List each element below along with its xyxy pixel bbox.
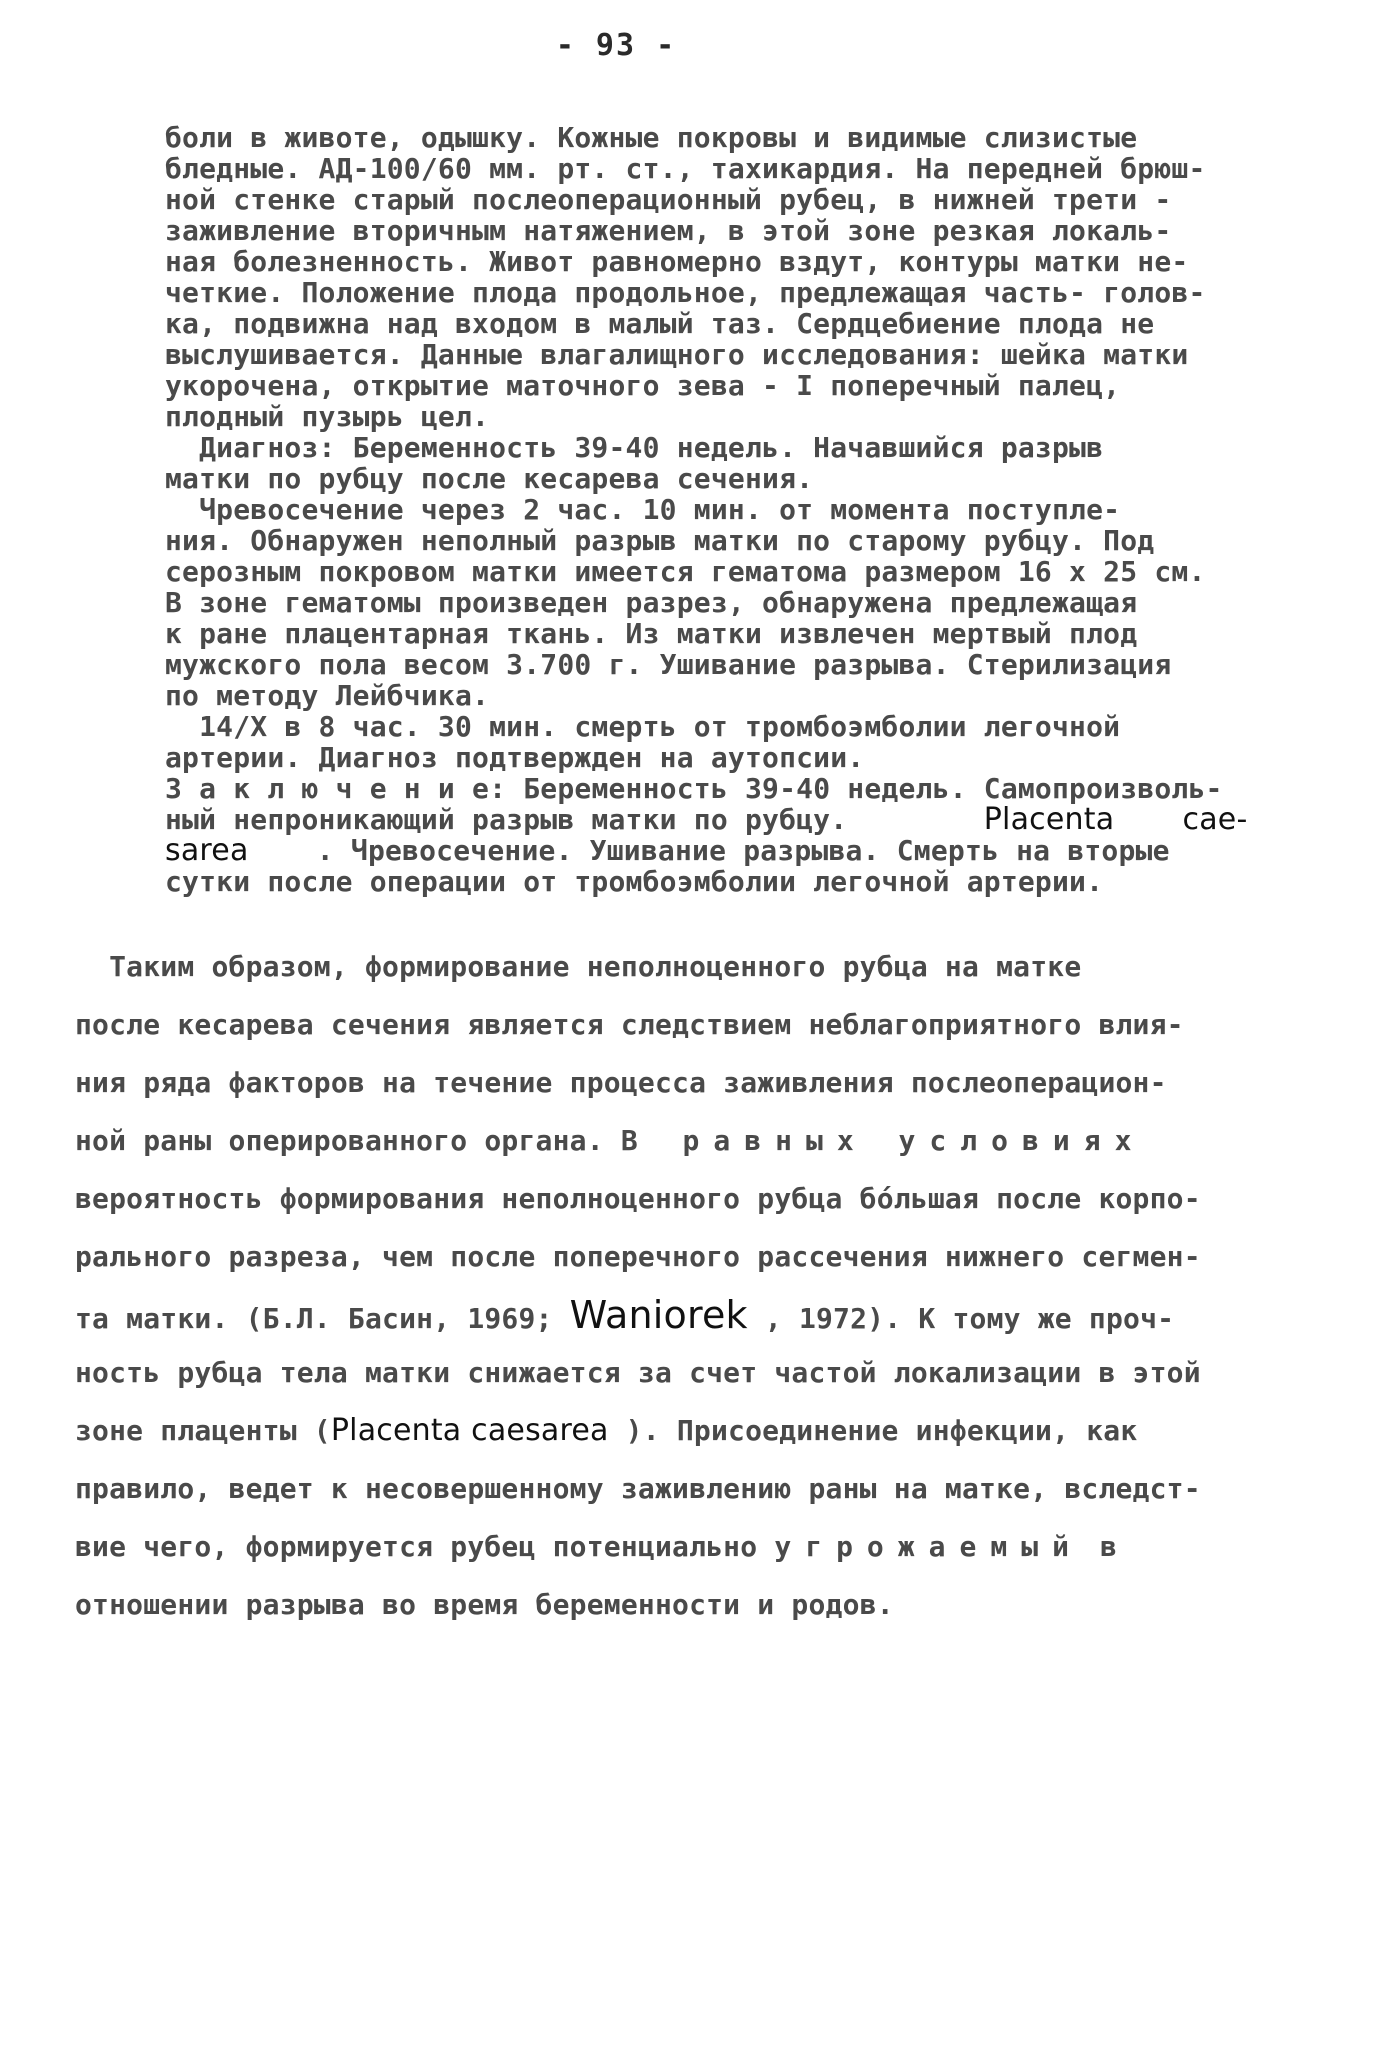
handwritten-term: cae- bbox=[1182, 802, 1248, 837]
conclusion-text: ). Присоединение инфекции, как bbox=[608, 1414, 1138, 1447]
case-line: по методу Лейбчика. bbox=[165, 679, 490, 712]
spaced-emphasis: угрожаемый bbox=[774, 1530, 1083, 1563]
conclusion-line: рального разреза, чем после поперечного рассечения нижнего сегмен- bbox=[75, 1240, 1201, 1273]
case-line: заживление вторичным натяжением, в этой зоне резкая локаль- bbox=[165, 214, 1172, 247]
case-line: плодный пузырь цел. bbox=[165, 400, 490, 433]
case-conclusion-line bbox=[165, 804, 1315, 835]
case-line: матки по рубцу после кесарева сечения. bbox=[165, 462, 814, 495]
case-conclusion-text: ный непроникающий разрыв матки по рубцу. bbox=[165, 803, 848, 836]
conclusion-text: ной раны оперированного органа. bbox=[75, 1124, 621, 1157]
case-line: ной стенке старый послеоперационный рубец, в нижней трети - bbox=[165, 183, 1172, 216]
handwritten-term: sarea bbox=[165, 833, 249, 868]
case-line: артерии. Диагноз подтвержден на аутопсии. bbox=[165, 741, 865, 774]
case-conclusion-text: Беременность 39-40 недель. Самопроизволь- bbox=[506, 772, 1223, 805]
handwritten-term: Placenta bbox=[983, 802, 1115, 837]
conclusion-line bbox=[75, 1286, 1315, 1344]
case-line: В зоне гематомы произведен разрез, обнаружена предлежащая bbox=[165, 586, 1138, 619]
conclusion-text: вие чего, формируется рубец потенциально bbox=[75, 1530, 775, 1563]
case-line: четкие. Положение плода продольное, предлежащая часть- голов- bbox=[165, 276, 1206, 309]
conclusion-line: после кесарева сечения является следствием неблагоприятного влия- bbox=[75, 1008, 1184, 1041]
case-line: ная болезненность. Живот равномерно вздут, контуры матки не- bbox=[165, 245, 1189, 278]
handwritten-term: Placenta caesarea bbox=[330, 1413, 609, 1448]
case-line: бледные. АД-100/60 мм. рт. ст., тахикардия. На передней брюш- bbox=[165, 152, 1206, 185]
case-line: укорочена, открытие маточного зева - I поперечный палец, bbox=[165, 369, 1121, 402]
case-line: 14/X в 8 час. 30 мин. смерть от тромбоэмболии легочной bbox=[165, 710, 1121, 743]
case-line: ка, подвижна над входом в малый таз. Сердцебиение плода не bbox=[165, 307, 1155, 340]
conclusion-text: зоне плаценты ( bbox=[75, 1414, 331, 1447]
case-line: Чревосечение через 2 час. 10 мин. от момента поступле- bbox=[165, 493, 1121, 526]
conclusion-paragraph bbox=[75, 938, 1315, 1634]
case-line: к ране плацентарная ткань. Из матки извлечен мертвый плод bbox=[165, 617, 1138, 650]
case-conclusion-text: . Чревосечение. Ушивание разрыва. Смерть на вторые bbox=[316, 834, 1170, 867]
case-report bbox=[165, 122, 1315, 897]
case-line: боли в животе, одышку. Кожные покровы и видимые слизистые bbox=[165, 121, 1138, 154]
spaced-emphasis: В равных условиях bbox=[620, 1124, 1146, 1157]
case-line: серозным покровом матки имеется гематома размером 16 х 25 см. bbox=[165, 555, 1206, 588]
conclusion-line bbox=[75, 1112, 1315, 1170]
conclusion-line bbox=[75, 1402, 1315, 1460]
conclusion-text: , 1972). К тому же проч- bbox=[747, 1302, 1175, 1335]
conclusion-line: вероятность формирования неполноценного рубца бо́льшая после корпо- bbox=[75, 1182, 1201, 1215]
conclusion-line: правило, ведет к несовершенному заживлению раны на матке, вследст- bbox=[75, 1472, 1201, 1505]
conclusion-line: отношении разрыва во время беременности и родов. bbox=[75, 1588, 894, 1621]
case-line: выслушивается. Данные влагалищного исследования: шейка матки bbox=[165, 338, 1189, 371]
conclusion-line: ния ряда факторов на течение процесса заживления послеоперацион- bbox=[75, 1066, 1167, 1099]
case-conclusion-line bbox=[165, 773, 1315, 804]
case-line: ния. Обнаружен неполный разрыв матки по старому рубцу. Под bbox=[165, 524, 1155, 557]
conclusion-text: та матки. (Б.Л. Басин, 1969; bbox=[75, 1302, 570, 1335]
conclusion-line: Таким образом, формирование неполноценного рубца на матке bbox=[75, 950, 1082, 983]
case-conclusion-label: З а к л ю ч е н и е: bbox=[165, 772, 507, 805]
case-conclusion-line: сутки после операции от тромбоэмболии легочной артерии. bbox=[165, 865, 1104, 898]
handwritten-author: Waniorek bbox=[569, 1293, 748, 1337]
case-line: Диагноз: Беременность 39-40 недель. Начавшийся разрыв bbox=[165, 431, 1104, 464]
conclusion-line: ность рубца тела матки снижается за счет частой локализации в этой bbox=[75, 1356, 1201, 1389]
conclusion-text: в bbox=[1082, 1530, 1118, 1563]
page-number: - 93 - bbox=[555, 28, 677, 63]
conclusion-line bbox=[75, 1518, 1315, 1576]
case-conclusion-line bbox=[165, 835, 1315, 866]
case-line: мужского пола весом 3.700 г. Ушивание разрыва. Стерилизация bbox=[165, 648, 1172, 681]
